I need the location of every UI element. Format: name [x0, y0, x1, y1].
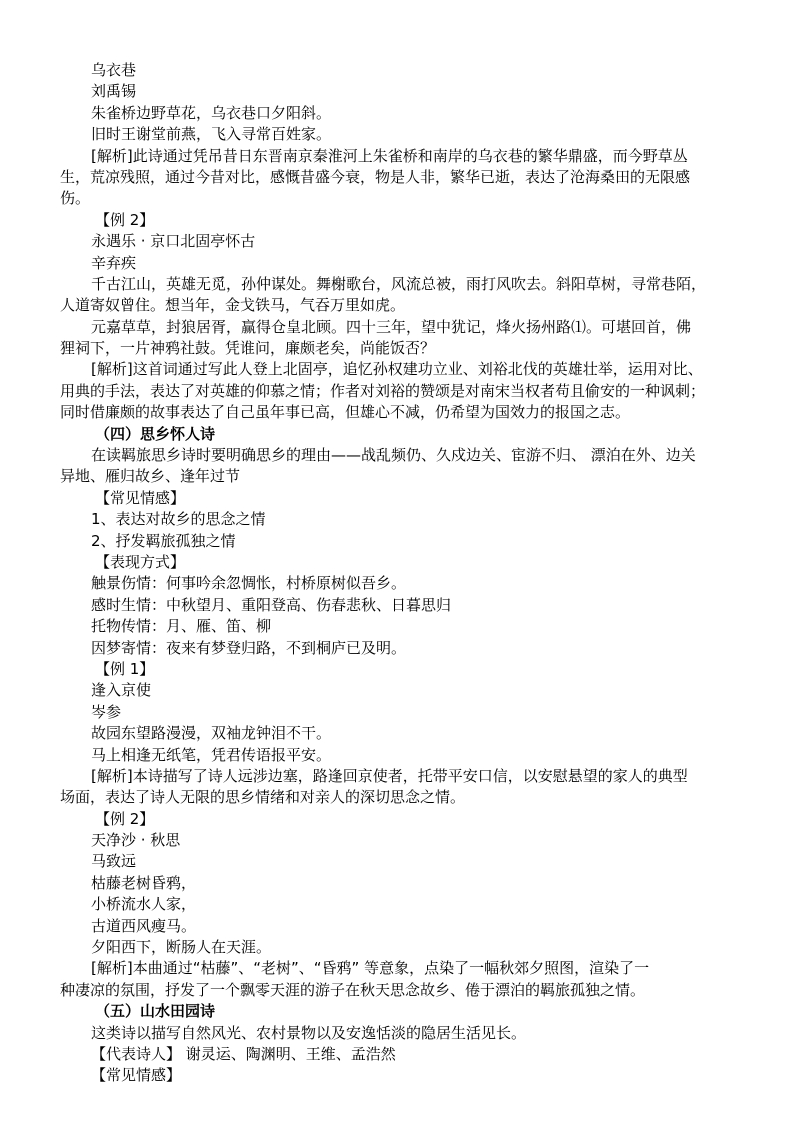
analysis-line: [解析]这首词通过写此人登上北固亭，追忆孙权建功立业、刘裕北伐的英雄壮举，运用对比、 — [91, 360, 703, 379]
body-text: 在读羁旅思乡诗时要明确思乡的理由——战乱频仍、久戍边关、宦游不归、 漂泊在外、边关 — [91, 446, 696, 465]
poem-author: 马致远 — [91, 852, 137, 871]
analysis-line: [解析]本诗描写了诗人远涉边塞，路逢回京使者，托带平安口信，以安慰悬望的家人的典型 — [91, 766, 688, 785]
section-heading: （五）山水田园诗 — [95, 1002, 216, 1021]
poem-verse: 狸祠下，一片神鸦社鼓。凭谁问，廉颇老矣，尚能饭否？ — [60, 339, 436, 358]
poem-author: 岑参 — [91, 702, 122, 721]
list-item: 托物传情：月、雁、笛、柳 — [91, 617, 272, 636]
poem-verse: 人道寄奴曾住。想当年，金戈铁马，气吞万里如虎。 — [60, 296, 406, 315]
list-item: 1、表达对故乡的思念之情 — [91, 510, 266, 529]
poem-verse: 夕阳西下，断肠人在天涯。 — [91, 938, 272, 957]
example-heading: 【例 2】 — [95, 210, 155, 229]
example-heading: 【例 1】 — [95, 659, 155, 678]
poem-author: 刘禹锡 — [91, 82, 137, 101]
poem-verse: 小桥流水人家， — [91, 895, 197, 914]
analysis-line: 生，荒凉残照，通过今昔对比，感慨昔盛今衰，物是人非，繁华已逝，表达了沧海桑田的无限感 — [60, 167, 691, 186]
poem-title: 乌衣巷 — [91, 61, 137, 79]
poem-verse: 马上相逢无纸笔，凭君传语报平安。 — [91, 745, 332, 764]
analysis-line: 用典的手法，表达了对英雄的仰慕之情；作者对刘裕的赞颂是对南宋当权者苟且偷安的一种讽刺； — [60, 381, 706, 400]
body-text: 这类诗以描写自然风光、农村景物以及安逸恬淡的隐居生活见长。 — [91, 1023, 527, 1042]
body-text: 异地、雁归故乡、逢年过节 — [60, 467, 241, 486]
list-item: 2、抒发羁旅孤独之情 — [91, 531, 236, 550]
poem-verse: 千古江山，英雄无觅，孙仲谋处。舞榭歌台，风流总被，雨打风吹去。斜阳草树，寻常巷陌， — [91, 274, 707, 293]
subsection-heading: 【代表诗人】 谢灵运、陶渊明、王维、孟浩然 — [91, 1044, 396, 1063]
list-item: 感时生情：中秋望月、重阳登高、伤春悲秋、日暮思归 — [91, 595, 452, 614]
subsection-heading: 【常见情感】 — [95, 488, 186, 507]
poem-verse: 古道西风瘦马。 — [91, 916, 197, 935]
poem-verse: 朱雀桥边野草花，乌衣巷口夕阳斜。 — [91, 103, 332, 122]
section-heading: （四）思乡怀人诗 — [95, 424, 216, 443]
analysis-line: 场面，表达了诗人无限的思乡情绪和对亲人的深切思念之情。 — [60, 788, 466, 807]
poem-title: 永遇乐 · 京口北固亭怀古 — [91, 232, 256, 251]
poem-title: 逢入京使 — [91, 681, 152, 700]
analysis-line: 同时借廉颇的故事表达了自己虽年事已高，但雄心不减，仍希望为国效力的报国之志。 — [60, 403, 631, 422]
list-item: 触景伤情：何事吟余忽惆怅，村桥原树似吾乡。 — [91, 574, 407, 593]
poem-author: 辛弃疾 — [91, 253, 137, 272]
document-body — [60, 60, 736, 1087]
poem-verse: 元嘉草草，封狼居胥，赢得仓皇北顾。四十三年，望中犹记，烽火扬州路⑴。可堪回首，佛 — [91, 317, 692, 336]
subsection-heading: 【表现方式】 — [95, 552, 186, 571]
list-item: 因梦寄情：夜来有梦登归路，不到桐庐已及明。 — [91, 638, 407, 657]
analysis-line: [解析]此诗通过凭吊昔日东晋南京秦淮河上朱雀桥和南岸的乌衣巷的繁华鼎盛，而今野草丛 — [91, 146, 688, 165]
example-heading: 【例 2】 — [95, 809, 155, 828]
poem-title: 天净沙 · 秋思 — [91, 831, 181, 850]
analysis-line: 伤。 — [60, 189, 91, 208]
poem-verse: 旧时王谢堂前燕，飞入寻常百姓家。 — [91, 125, 332, 144]
subsection-heading: 【常见情感】 — [91, 1066, 182, 1085]
analysis-line: [解析]本曲通过“枯藤”、“老树”、“昏鸦” 等意象，点染了一幅秋郊夕照图，渲染了一 — [91, 959, 650, 978]
analysis-line: 种凄凉的氛围，抒发了一个飘零天涯的游子在秋天思念故乡、倦于漂泊的羁旅孤独之情。 — [60, 980, 646, 999]
poem-verse: 故园东望路漫漫，双袖龙钟泪不干。 — [91, 724, 332, 743]
poem-verse: 枯藤老树昏鸦， — [91, 873, 197, 892]
